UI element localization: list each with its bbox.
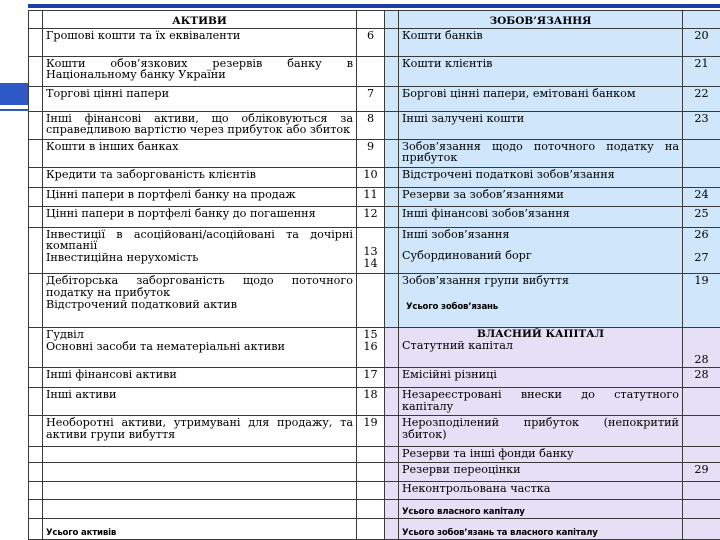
- liability-item: Кошти клієнтів: [399, 56, 683, 86]
- liability-item: Інші залучені кошти: [399, 111, 683, 139]
- asset-note: 11: [357, 188, 385, 207]
- equity-item-text: Статутний капітал: [402, 339, 513, 353]
- asset-item-text: Гудвіл: [46, 328, 84, 342]
- total-liabilities-label: Усього зобов’язань: [406, 302, 499, 313]
- liability-item: [399, 227, 683, 274]
- asset-item: Інші фінансові активи, що обліковуються за справедливою вартістю через прибуток або збиток: [43, 111, 357, 139]
- asset-item: Грошові кошти та їх еквіваленти: [43, 28, 357, 56]
- equity-item: [399, 328, 683, 367]
- equity-note: [683, 481, 720, 500]
- liability-item-text: Субординований борг: [402, 249, 532, 263]
- liability-item: Боргові цінні папери, емітовані банком: [399, 86, 683, 111]
- total-assets-label: Усього активів: [43, 519, 357, 540]
- asset-item: Інші активи: [43, 388, 357, 416]
- top-decor-bar: [28, 4, 720, 8]
- asset-note-text: 15: [363, 328, 378, 342]
- table-row: [29, 328, 720, 367]
- asset-item: Цінні папери в портфелі банку на продаж: [43, 188, 357, 207]
- table-row: [29, 206, 720, 227]
- asset-note: 9: [357, 139, 385, 167]
- asset-item-text: Відстрочений податковий актив: [46, 297, 238, 311]
- liability-item: Відстрочені податкові зобов’язання: [399, 167, 683, 188]
- table-row: [29, 28, 720, 56]
- asset-item: Кошти в інших банках: [43, 139, 357, 167]
- total-liabilities-equity-label: Усього зобов’язань та власного капіталу: [399, 519, 683, 540]
- liability-note: 23: [683, 111, 720, 139]
- totals-row: [29, 519, 720, 540]
- asset-note: 8: [357, 111, 385, 139]
- table-row: [29, 167, 720, 188]
- asset-item-text: Інвестиційна нерухомість: [46, 251, 199, 265]
- liability-note: 22: [683, 86, 720, 111]
- assets-header: АКТИВИ: [43, 11, 357, 29]
- liability-item: Інші фінансові зобов’язання: [399, 206, 683, 227]
- liability-note: [683, 227, 720, 274]
- table-row: [29, 463, 720, 482]
- asset-item: Цінні папери в портфелі банку до погашення: [43, 206, 357, 227]
- liability-item-text: Зобов’язання групи вибуття: [402, 274, 569, 288]
- equity-note: [683, 388, 720, 416]
- table-row: [29, 446, 720, 463]
- table-row: [29, 367, 720, 388]
- equity-note: [683, 416, 720, 446]
- liability-note-text: 26: [694, 227, 709, 241]
- liability-item: [399, 274, 683, 328]
- liability-item: Зобов’язання щодо поточного податку на прибуток: [399, 139, 683, 167]
- equity-item: Нерозподілений прибуток (непокритий збиток): [399, 416, 683, 446]
- table-row: [29, 481, 720, 500]
- asset-note-text: 13: [363, 244, 378, 258]
- liability-note: 24: [683, 188, 720, 207]
- asset-note: 17: [357, 367, 385, 388]
- equity-item: Неконтрольована частка: [399, 481, 683, 500]
- asset-note-text: 16: [363, 340, 378, 354]
- asset-note: 7: [357, 86, 385, 111]
- asset-note: 12: [357, 206, 385, 227]
- asset-item-text: Інвестиції в асоційовані/асоційовані та дочірні компанії: [46, 227, 353, 253]
- table-row: [29, 139, 720, 167]
- table-row: [29, 274, 720, 328]
- asset-note: [357, 227, 385, 274]
- equity-note: 29: [683, 463, 720, 482]
- asset-note: 6: [357, 28, 385, 56]
- asset-note-text: 14: [363, 256, 378, 270]
- liability-note: 19: [683, 274, 720, 328]
- table-row: [29, 56, 720, 86]
- liability-note: 21: [683, 56, 720, 86]
- liabilities-header: ЗОБОВ’ЯЗАННЯ: [399, 11, 683, 29]
- liability-note: 20: [683, 28, 720, 56]
- table-row: [29, 188, 720, 207]
- asset-note: 19: [357, 416, 385, 446]
- asset-item: [43, 227, 357, 274]
- table-row: [29, 227, 720, 274]
- equity-item: Емісійні різниці: [399, 367, 683, 388]
- liability-item: Резерви за зобов’язаннями: [399, 188, 683, 207]
- asset-item: [43, 328, 357, 367]
- balance-sheet-table: [28, 10, 720, 540]
- asset-note: 18: [357, 388, 385, 416]
- equity-note: 28: [683, 367, 720, 388]
- total-equity-label: Усього власного капіталу: [399, 500, 683, 519]
- liability-note: [683, 167, 720, 188]
- equity-note: [683, 446, 720, 463]
- table-row: [29, 86, 720, 111]
- asset-item: Інші фінансові активи: [43, 367, 357, 388]
- liability-note-text: 27: [694, 251, 709, 265]
- asset-item: Торгові цінні папери: [43, 86, 357, 111]
- liability-note: [683, 139, 720, 167]
- table-row: [29, 500, 720, 519]
- asset-item: Кредити та заборгованість клієнтів: [43, 167, 357, 188]
- asset-item: Необоротні активи, утримувані для продажу, та активи групи вибуття: [43, 416, 357, 446]
- equity-note: 28: [683, 328, 720, 367]
- asset-note: 10: [357, 167, 385, 188]
- asset-item: [43, 274, 357, 328]
- table-row: [29, 111, 720, 139]
- liability-item: Кошти банків: [399, 28, 683, 56]
- liability-note: 25: [683, 206, 720, 227]
- asset-note: [357, 328, 385, 367]
- table-header-row: [29, 11, 720, 29]
- equity-item: Резерви та інші фонди банку: [399, 446, 683, 463]
- table-row: [29, 416, 720, 446]
- asset-item: Кошти обов’язкових резервів банку в Національному банку України: [43, 56, 357, 86]
- equity-header: ВЛАСНИЙ КАПІТАЛ: [476, 328, 605, 341]
- asset-note: [357, 56, 385, 86]
- asset-item-text: Дебіторська заборгованість щодо поточного податку на прибуток: [46, 274, 353, 300]
- asset-item-text: Основні засоби та нематеріальні активи: [46, 340, 285, 354]
- equity-item: Резерви переоцінки: [399, 463, 683, 482]
- table-row: [29, 388, 720, 416]
- equity-item: Незареєстровані внески до статутного капіталу: [399, 388, 683, 416]
- liability-item-text: Інші зобов’язання: [402, 227, 510, 241]
